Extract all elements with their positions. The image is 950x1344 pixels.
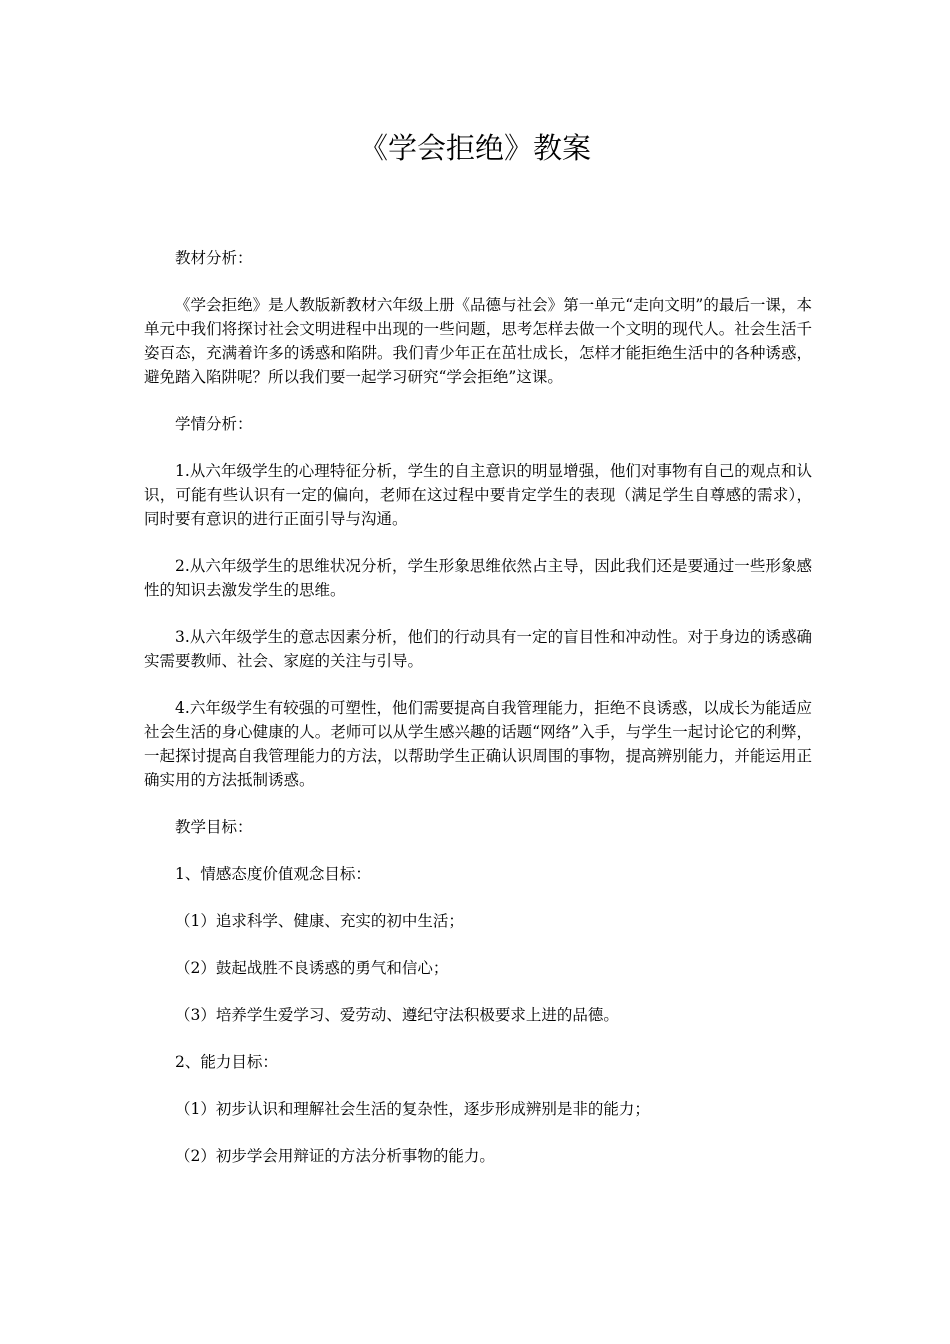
section-heading-textbook-analysis: 教材分析： [175, 249, 253, 267]
paragraph-student-analysis-1: 1.从六年级学生的心理特征分析，学生的自主意识的明显增强，他们对事物有自己的观点和认识，可能有些认识有一定的偏向，老师在这过程中要肯定学生的表现（满足学生自尊感的需求），同时要有意识的进行正面引导与沟通。 [144, 462, 812, 528]
list-item-ability-goal-1: （1）初步认识和理解社会生活的复杂性，逐步形成辨别是非的能力； [175, 1100, 650, 1118]
paragraph-student-analysis-3: 3.从六年级学生的意志因素分析，他们的行动具有一定的盲目性和冲动性。对于身边的诱惑确实需要教师、社会、家庭的关注与引导。 [144, 628, 812, 670]
document-body [144, 246, 812, 1191]
paragraph-textbook-analysis: 《学会拒绝》是人教版新教材六年级上册《品德与社会》第一单元“走向文明”的最后一课，本单元中我们将探讨社会文明进程中出现的一些问题，思考怎样去做一个文明的现代人。社会生活千姿百态，充满着许多的诱惑和陷阱。我们青少年正在茁壮成长，怎样才能拒绝生活中的各种诱惑，避免踏入陷阱呢？所以我们要一起学习研究“学会拒绝”这课。 [144, 296, 812, 386]
list-item-emotion-goal-1: （1）追求科学、健康、充实的初中生活； [175, 912, 464, 930]
paragraph-student-analysis-2: 2.从六年级学生的思维状况分析，学生形象思维依然占主导，因此我们还是要通过一些形象感性的知识去激发学生的思维。 [144, 557, 812, 599]
list-item-emotion-goal-2: （2）鼓起战胜不良诱惑的勇气和信心； [175, 959, 449, 977]
section-heading-teaching-goals: 教学目标： [175, 818, 253, 836]
document-title: 《学会拒绝》教案 [358, 131, 591, 165]
subheading-emotion-goals: 1、情感态度价值观念目标： [175, 865, 371, 883]
paragraph-student-analysis-4: 4.六年级学生有较强的可塑性，他们需要提高自我管理能力，拒绝不良诱惑，以成长为能适应社会生活的身心健康的人。老师可以从学生感兴趣的话题“网络”入手，与学生一起讨论它的利弊，一起探讨提高自我管理能力的方法，以帮助学生正确认识周围的事物，提高辨别能力，并能运用正确实用的方法抵制诱惑。 [144, 699, 812, 789]
list-item-ability-goal-2: （2）初步学会用辩证的方法分析事物的能力。 [175, 1147, 495, 1165]
subheading-ability-goals: 2、能力目标： [175, 1053, 278, 1071]
list-item-emotion-goal-3: （3）培养学生爱学习、爱劳动、遵纪守法积极要求上进的品德。 [175, 1006, 619, 1024]
section-heading-student-analysis: 学情分析： [175, 415, 253, 433]
